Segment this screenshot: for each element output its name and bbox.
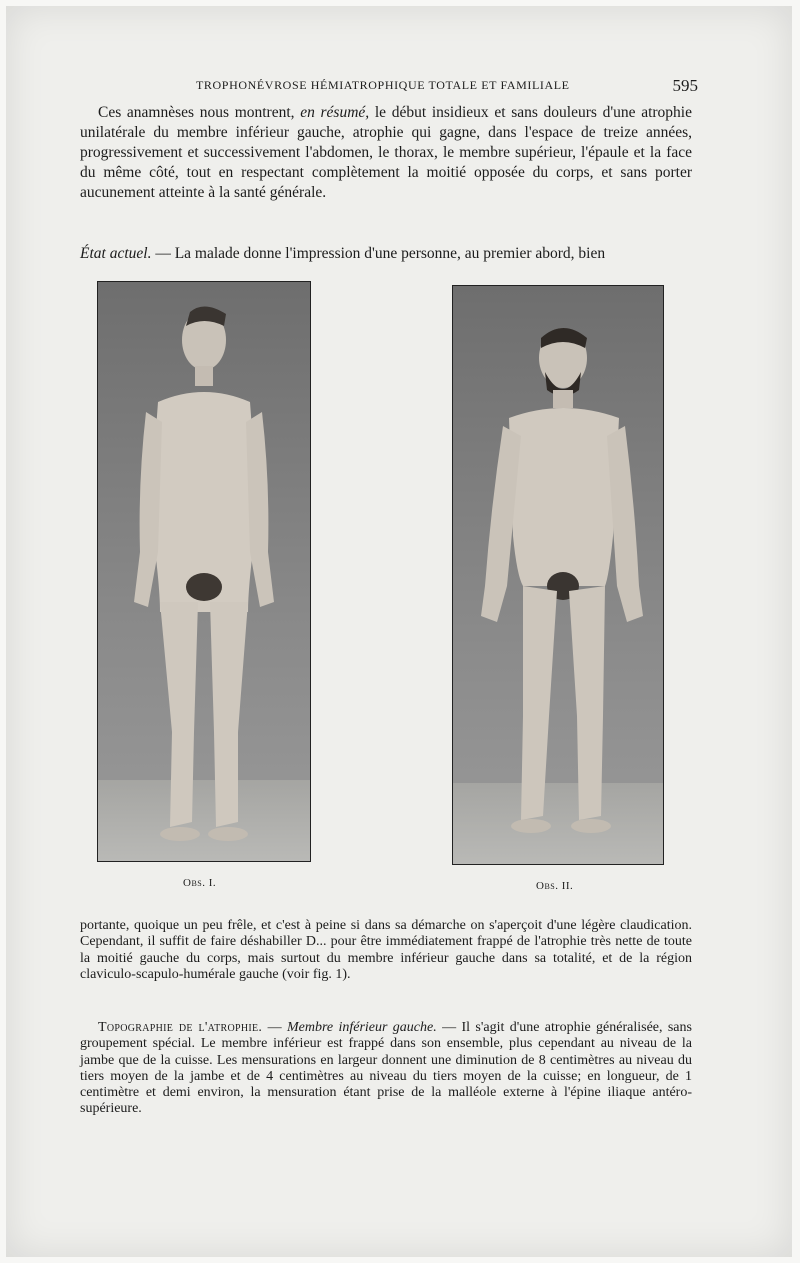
section-heading-italic: État actuel.: [80, 245, 152, 262]
page-header: [86, 76, 698, 98]
paragraph-text: portante, quoique un peu frêle, et c'est à peine si dans sa démarche on s'aperçoit d'une légère claudication. Cependant, il suffit de faire déshabiller D... pour être immédiatement frappé de l'atrophie très nette de toute la moitié gauche du corps, mais surtout du membre inférieur gauche dans sa totalité, et de la région claviculo-scapulo-humérale gauche (voir fig. 1).: [80, 918, 692, 982]
figure-photo-obs-1: [97, 281, 311, 862]
paragraph-etat-actuel: [80, 244, 692, 264]
dash-separator: —: [262, 1020, 287, 1035]
standing-figure-silhouette-icon: [98, 282, 310, 861]
page-number: 595: [672, 76, 698, 95]
figure-caption-left: Obs. I.: [183, 877, 217, 889]
figure-caption-right: Obs. II.: [536, 880, 574, 892]
paragraph-anamnesis: [80, 103, 692, 203]
emphasis-text: en résumé,: [300, 104, 370, 121]
standing-figure-silhouette-icon: [453, 286, 663, 864]
paragraph-text: — Il s'agit d'une atrophie généralisée, sans groupement spécial. Le membre inférieur est frappé dans son ensemble, plus cependant au niveau de la jambe que de la cuisse. Les mensurations en largeur donnent une diminution de 8 centimètres au niveau du tiers moyen de la jambe et de 4 centimètres au niveau du tiers moyen de la cuisse; en longueur, de 1 centimètre et demi environ, la mensuration étant prise de la malléole externe à l'épine iliaque antéro-supérieure.: [80, 1020, 692, 1117]
figure-photo-obs-2: [452, 285, 664, 865]
running-title: TROPHONÉVROSE HÉMIATROPHIQUE TOTALE ET FAMILIALE: [196, 78, 570, 92]
subsection-heading-italic: Membre inférieur gauche.: [286, 1020, 437, 1035]
paragraph-text: le début insidieux et sans douleurs d'une atrophie unilatérale du membre inférieur gauche, atrophie qui gagne, dans l'espace de treize années, progressivement et successivement l'abdomen, le thorax, le membre supérieur, l'épaule et la face du même côté, tout en respectant complètement la moitié opposée du corps, et sans porter aucunement atteinte à la santé générale.: [80, 104, 692, 201]
paragraph-portante: [80, 918, 692, 983]
paragraph-topographie: [80, 1020, 692, 1118]
section-heading-smallcaps: Topographie de l'atrophie.: [98, 1020, 263, 1035]
paragraph-text: — La malade donne l'impression d'une personne, au premier abord, bien: [151, 245, 606, 262]
paragraph-text: Ces anamnèses nous montrent,: [98, 104, 301, 121]
